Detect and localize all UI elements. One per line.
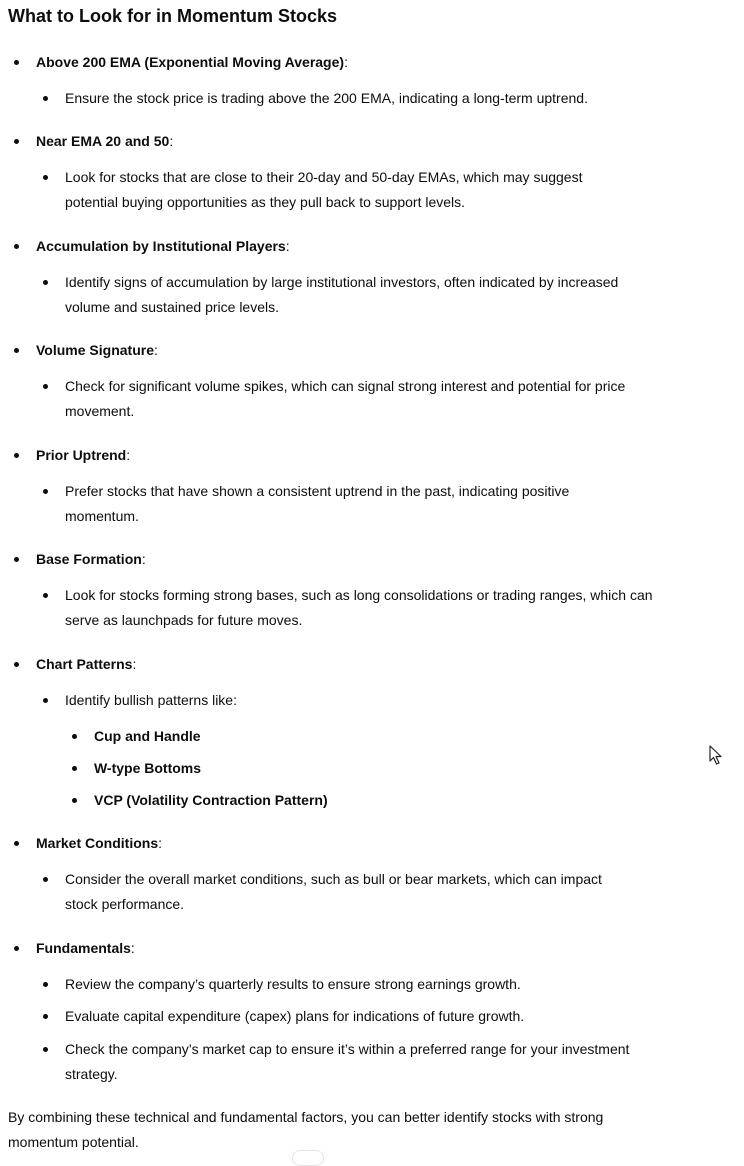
pattern-item — [94, 788, 328, 813]
bullet-dot — [43, 1047, 48, 1052]
section-title-text: Prior Uptrend — [36, 447, 127, 463]
bullet-dot — [43, 96, 48, 101]
bullet-dot — [72, 734, 77, 739]
bullet-dot — [14, 60, 19, 65]
mouse-pointer-icon — [709, 745, 723, 765]
list-item — [65, 1004, 665, 1029]
section-colon: : — [153, 342, 158, 358]
bullet-dot — [43, 1014, 48, 1019]
point-text: Check the company’s market cap to ensure it’s within a preferred range for your investment strategy. — [65, 1041, 630, 1082]
page-heading: What to Look for in Momentum Stocks — [8, 6, 337, 26]
pattern-item — [94, 724, 201, 749]
bullet-dot — [14, 453, 19, 458]
section-title-text: Near EMA 20 and 50 — [36, 133, 170, 149]
section-title-text: Market Conditions — [36, 835, 159, 851]
list-item — [65, 270, 665, 320]
section-title-above-200-ema — [36, 50, 348, 75]
point-text: Evaluate capital expenditure (capex) plans for indications of future growth. — [65, 1008, 525, 1024]
bullet-dot — [14, 244, 19, 249]
conclusion-paragraph: By combining these technical and fundamental factors, you can better identify stocks with strong momentum potential. — [8, 1109, 604, 1150]
list-item — [65, 1037, 665, 1087]
bullet-dot — [14, 348, 19, 353]
point-text: Consider the overall market conditions, such as bull or bear markets, which can impact stock performance. — [65, 871, 602, 912]
section-colon: : — [132, 656, 137, 672]
list-item — [65, 165, 625, 215]
list-item — [65, 867, 635, 917]
section-title-accumulation — [36, 234, 290, 259]
bullet-dot — [72, 766, 77, 771]
bullet-dot — [43, 593, 48, 598]
pattern-item — [94, 756, 201, 781]
point-text: Identify signs of accumulation by large institutional investors, often indicated by increased volume and sustained price levels. — [65, 274, 619, 315]
point-text: Identify bullish patterns like: — [65, 692, 237, 708]
section-title-market-conditions — [36, 831, 162, 856]
bullet-dot — [43, 280, 48, 285]
section-colon: : — [285, 238, 290, 254]
point-text: Look for stocks that are close to their 20-day and 50-day EMAs, which may suggest potential buying opportunities as they pull back to support levels. — [65, 169, 583, 210]
section-title-text: Above 200 EMA (Exponential Moving Average) — [36, 54, 345, 70]
section-title-text: Accumulation by Institutional Players — [36, 238, 286, 254]
pattern-text: W-type Bottoms — [94, 760, 202, 776]
section-title-base-formation — [36, 547, 146, 572]
point-text: Check for significant volume spikes, which can signal strong interest and potential for price movement. — [65, 378, 626, 419]
point-text: Ensure the stock price is trading above the 200 EMA, indicating a long-term uptrend. — [65, 90, 588, 106]
list-item — [65, 86, 665, 111]
bullet-dot — [14, 139, 19, 144]
bullet-dot — [14, 557, 19, 562]
bullet-dot — [14, 662, 19, 667]
section-title-text: Chart Patterns — [36, 656, 133, 672]
list-item — [65, 479, 615, 529]
point-text: Review the company’s quarterly results to ensure strong earnings growth. — [65, 976, 521, 992]
bullet-dot — [43, 877, 48, 882]
section-title-text: Volume Signature — [36, 342, 154, 358]
bullet-dot — [14, 841, 19, 846]
bullet-dot — [14, 946, 19, 951]
bullet-dot — [43, 384, 48, 389]
section-colon: : — [130, 940, 135, 956]
bullet-dot — [43, 982, 48, 987]
list-item — [65, 374, 671, 424]
section-colon: : — [169, 133, 174, 149]
bullet-dot — [72, 798, 77, 803]
section-title-chart-patterns — [36, 652, 136, 677]
list-item — [65, 972, 665, 997]
section-title-fundamentals — [36, 936, 135, 961]
pattern-text: VCP (Volatility Contraction Pattern) — [94, 792, 328, 808]
section-colon: : — [126, 447, 131, 463]
point-text: Prefer stocks that have shown a consistent uptrend in the past, indicating positive momentum. — [65, 483, 570, 524]
section-title-text: Base Formation — [36, 551, 142, 567]
point-text: Look for stocks forming strong bases, such as long consolidations or trading ranges, which can serve as launchpads for future moves. — [65, 587, 653, 628]
section-title-volume-signature — [36, 338, 158, 363]
section-colon: : — [344, 54, 348, 70]
bullet-dot — [43, 489, 48, 494]
bullet-dot — [43, 698, 48, 703]
list-item — [65, 688, 665, 713]
list-item — [65, 583, 669, 633]
section-colon: : — [141, 551, 146, 567]
section-title-prior-uptrend — [36, 443, 130, 468]
pattern-text: Cup and Handle — [94, 728, 201, 744]
scroll-down-button[interactable] — [292, 1150, 324, 1166]
section-title-text: Fundamentals — [36, 940, 131, 956]
section-title-near-ema — [36, 129, 173, 154]
bullet-dot — [43, 175, 48, 180]
section-colon: : — [158, 835, 163, 851]
